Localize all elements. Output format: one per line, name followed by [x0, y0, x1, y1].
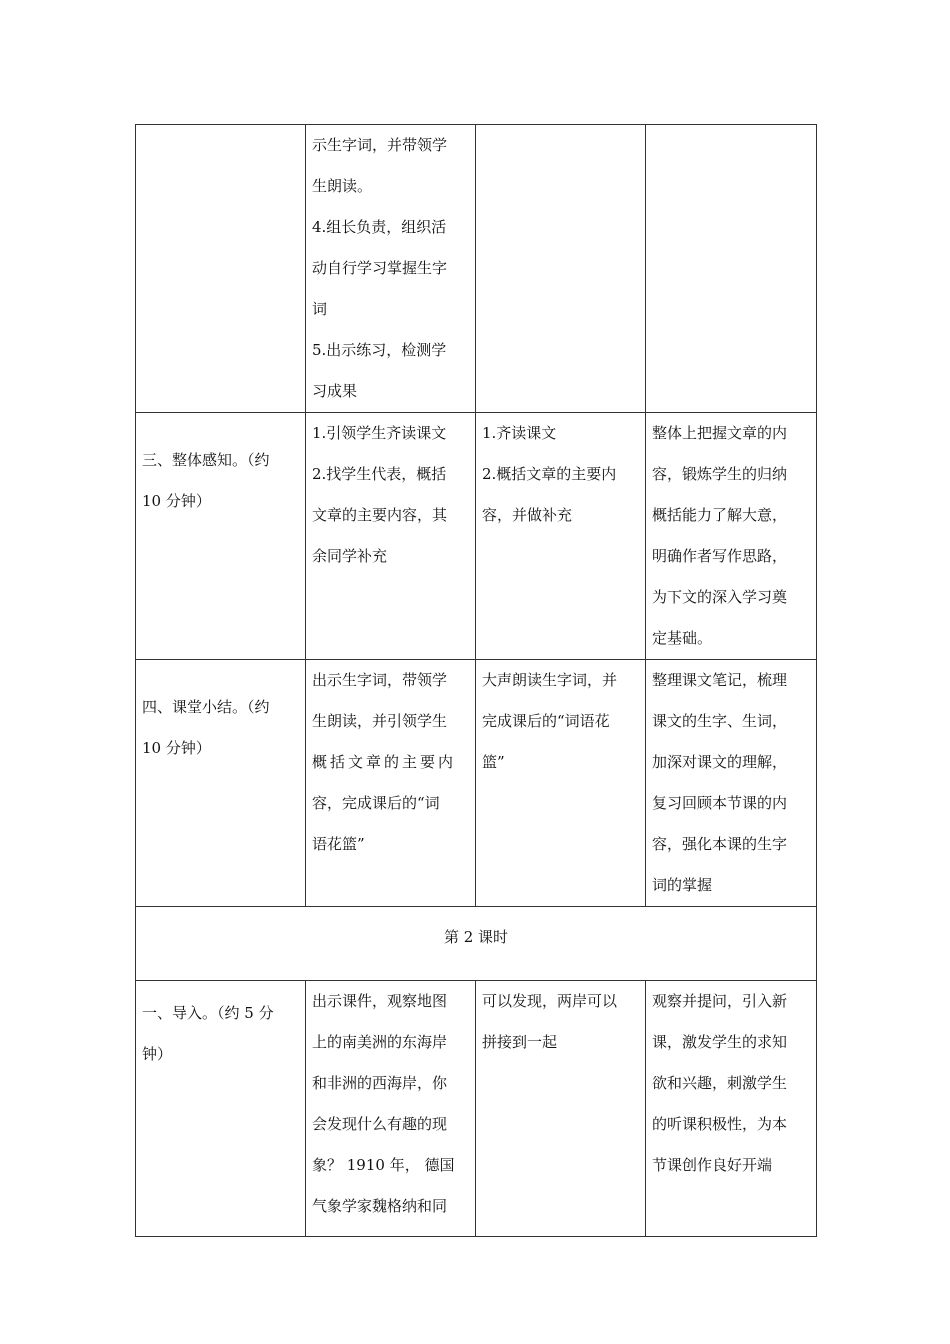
- text-line: 象？ 1910 年， 德国: [312, 1156, 455, 1174]
- text-line: 容，并做补充: [482, 506, 573, 524]
- design-intent-cell: [646, 413, 817, 660]
- text-line: 欲和兴趣，刺激学生: [652, 1074, 788, 1092]
- text-line: 上的南美洲的东海岸: [312, 1033, 448, 1051]
- text-line: 文章的主要内容，其: [312, 506, 448, 524]
- table-row: [136, 660, 817, 907]
- text-line: 和非洲的西海岸，你: [312, 1074, 448, 1092]
- table-row: [136, 413, 817, 660]
- text-line: 整体上把握文章的内: [652, 424, 788, 442]
- teacher-activity-cell: [306, 413, 476, 660]
- text-line: 5.出示练习，检测学: [312, 341, 447, 359]
- stage-cell: [136, 660, 306, 907]
- text-line: 10 分钟）: [142, 739, 211, 757]
- text-line: 生朗读，并引领学生: [312, 712, 448, 730]
- student-activity-cell: [476, 413, 646, 660]
- text-line: 节课创作良好开端: [652, 1156, 773, 1174]
- text-line: 4.组长负责，组织活: [312, 218, 447, 236]
- text-line: 动自行学习掌握生字: [312, 259, 448, 277]
- section-title: 第 2 课时: [443, 928, 509, 946]
- text-line: 概括能力了解大意，: [652, 506, 788, 524]
- text-line: 完成课后的“词语花: [482, 712, 610, 730]
- text-line: 的听课积极性，为本: [652, 1115, 788, 1133]
- text-line: 拼接到一起: [482, 1033, 558, 1051]
- section-header-cell: [136, 907, 817, 981]
- text-line: 课文的生字、生词，: [652, 712, 788, 730]
- text-line: 为下文的深入学习奠: [652, 588, 788, 606]
- text-line: 四、课堂小结。（约: [142, 698, 270, 716]
- text-line: 观察并提问，引入新: [652, 992, 788, 1010]
- text-line: 示生字词，并带领学: [312, 136, 448, 154]
- text-line: 2.概括文章的主要内: [482, 465, 617, 483]
- teacher-activity-cell: [306, 981, 476, 1237]
- text-line: 复习回顾本节课的内: [652, 794, 788, 812]
- text-line: 明确作者写作思路，: [652, 547, 788, 565]
- design-intent-cell: [646, 125, 817, 413]
- text-line: 可以发现，两岸可以: [482, 992, 618, 1010]
- text-line: 出示课件，观察地图: [312, 992, 448, 1010]
- text-line: 2.找学生代表，概括: [312, 465, 447, 483]
- stage-cell: [136, 413, 306, 660]
- text-line: 篮”: [482, 753, 505, 771]
- design-intent-cell: [646, 981, 817, 1237]
- student-activity-cell: [476, 125, 646, 413]
- text-line: 概括文章的主要内: [312, 753, 457, 771]
- text-line: 定基础。: [652, 629, 713, 647]
- text-line: 出示生字词，带领学: [312, 671, 448, 689]
- text-line: 容，强化本课的生字: [652, 835, 788, 853]
- text-line: 大声朗读生字词，并: [482, 671, 618, 689]
- text-line: 一、导入。（约 5 分: [142, 1004, 274, 1022]
- design-intent-cell: [646, 660, 817, 907]
- text-line: 三、整体感知。（约: [142, 451, 270, 469]
- stage-cell: [136, 125, 306, 413]
- table-row: [136, 981, 817, 1237]
- text-line: 1.齐读课文: [482, 424, 557, 442]
- text-line: 容，锻炼学生的归纳: [652, 465, 788, 483]
- table-row: [136, 125, 817, 413]
- lesson-plan-table: [135, 124, 817, 1237]
- text-line: 词的掌握: [652, 876, 713, 894]
- text-line: 课，激发学生的求知: [652, 1033, 788, 1051]
- table-row: [136, 907, 817, 981]
- student-activity-cell: [476, 981, 646, 1237]
- stage-cell: [136, 981, 306, 1237]
- text-line: 1.引领学生齐读课文: [312, 424, 447, 442]
- text-line: 钟）: [142, 1045, 173, 1063]
- student-activity-cell: [476, 660, 646, 907]
- text-line: 整理课文笔记，梳理: [652, 671, 788, 689]
- text-line: 会发现什么有趣的现: [312, 1115, 448, 1133]
- text-line: 习成果: [312, 382, 358, 400]
- text-line: 余同学补充: [312, 547, 388, 565]
- text-line: 容，完成课后的“词: [312, 794, 440, 812]
- text-line: 气象学家魏格纳和同: [312, 1197, 448, 1215]
- text-line: 加深对课文的理解，: [652, 753, 788, 771]
- text-line: 10 分钟）: [142, 492, 211, 510]
- text-line: 语花篮”: [312, 835, 365, 853]
- teacher-activity-cell: [306, 125, 476, 413]
- text-line: 词: [312, 300, 328, 318]
- text-line: 生朗读。: [312, 177, 373, 195]
- teacher-activity-cell: [306, 660, 476, 907]
